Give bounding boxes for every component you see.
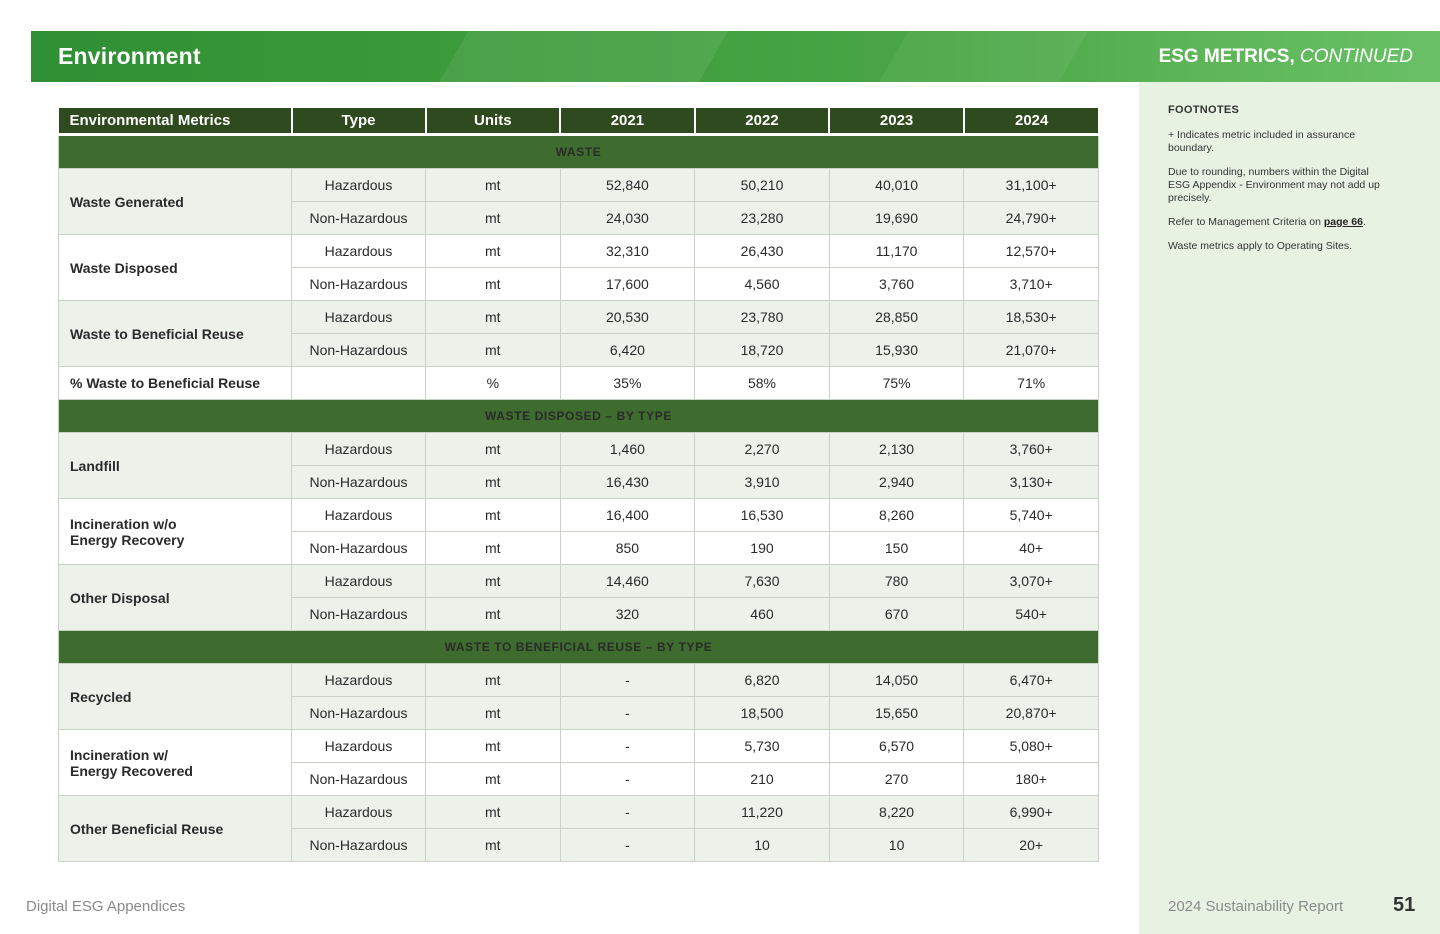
column-header: 2021 [560,108,695,135]
value-cell: 24,790+ [964,202,1099,235]
value-cell: 180+ [964,763,1099,796]
footnote-item [1168,216,1390,229]
metric-name: Recycled [59,664,292,730]
value-cell: 50,210 [695,169,830,202]
table-row [59,565,1099,598]
metric-name: % Waste to Beneficial Reuse [59,367,292,400]
value-cell: 15,650 [829,697,964,730]
section-header-row [59,400,1099,433]
value-cell: 5,080+ [964,730,1099,763]
value-cell: 23,780 [695,301,830,334]
section-label-italic: CONTINUED [1300,46,1413,67]
value-cell: 75% [829,367,964,400]
column-header: 2024 [964,108,1099,135]
value-cell: 15,930 [829,334,964,367]
value-cell: - [560,664,695,697]
type-cell: Non-Hazardous [292,532,426,565]
type-cell: Hazardous [292,565,426,598]
value-cell: 10 [829,829,964,862]
value-cell: 23,280 [695,202,830,235]
type-cell: Hazardous [292,433,426,466]
metric-name: Incineration w/ Energy Recovered [59,730,292,796]
value-cell: 21,070+ [964,334,1099,367]
units-cell: mt [426,532,561,565]
value-cell: - [560,697,695,730]
table-row [59,796,1099,829]
type-cell: Hazardous [292,499,426,532]
footer-right-text: 2024 Sustainability Report [1168,898,1344,915]
type-cell: Hazardous [292,730,426,763]
value-cell: 11,220 [695,796,830,829]
table-row [59,664,1099,697]
value-cell: 460 [695,598,830,631]
footnote-text: Refer to Management Criteria on [1168,216,1324,228]
value-cell: 2,940 [829,466,964,499]
metric-name: Waste Generated [59,169,292,235]
banner-texture [416,31,745,82]
table-row [59,499,1099,532]
value-cell: 40,010 [829,169,964,202]
value-cell: 18,500 [695,697,830,730]
units-cell: mt [426,730,561,763]
metric-name: Waste Disposed [59,235,292,301]
footnotes-title: FOOTNOTES [1168,104,1240,116]
units-cell: mt [426,466,561,499]
value-cell: 5,730 [695,730,830,763]
table-row [59,367,1099,400]
value-cell: 320 [560,598,695,631]
section-label [1159,46,1413,68]
value-cell: 7,630 [695,565,830,598]
units-cell: mt [426,268,561,301]
section-header-row [59,135,1099,169]
value-cell: 20+ [964,829,1099,862]
units-cell: mt [426,202,561,235]
page-title: Environment [58,43,201,69]
value-cell: 2,270 [695,433,830,466]
table-row [59,169,1099,202]
value-cell: 4,560 [695,268,830,301]
value-cell: 20,530 [560,301,695,334]
table-row [59,433,1099,466]
value-cell: 16,430 [560,466,695,499]
value-cell: 24,030 [560,202,695,235]
units-cell: mt [426,169,561,202]
metric-name: Landfill [59,433,292,499]
value-cell: 5,740+ [964,499,1099,532]
value-cell: 150 [829,532,964,565]
footnote-item: Due to rounding, numbers within the Digital ESG Appendix - Environment may not add up precisely. [1168,166,1380,204]
units-cell: mt [426,796,561,829]
units-cell: mt [426,499,561,532]
value-cell: - [560,796,695,829]
footer-left-text: Digital ESG Appendices [26,898,186,915]
value-cell: 3,130+ [964,466,1099,499]
type-cell: Non-Hazardous [292,466,426,499]
value-cell: 28,850 [829,301,964,334]
value-cell: 3,910 [695,466,830,499]
column-header: 2023 [829,108,964,135]
type-cell: Hazardous [292,301,426,334]
value-cell: 14,460 [560,565,695,598]
table-row [59,301,1099,334]
value-cell: 3,070+ [964,565,1099,598]
type-cell: Hazardous [292,664,426,697]
value-cell: 8,220 [829,796,964,829]
value-cell: 6,470+ [964,664,1099,697]
value-cell: 32,310 [560,235,695,268]
units-cell: mt [426,763,561,796]
value-cell: 26,430 [695,235,830,268]
value-cell: 2,130 [829,433,964,466]
units-cell: mt [426,664,561,697]
units-cell: mt [426,235,561,268]
value-cell: 58% [695,367,830,400]
value-cell: 6,420 [560,334,695,367]
value-cell: 270 [829,763,964,796]
value-cell: 3,710+ [964,268,1099,301]
type-cell: Hazardous [292,169,426,202]
value-cell: 3,760+ [964,433,1099,466]
value-cell: 31,100+ [964,169,1099,202]
value-cell: - [560,730,695,763]
value-cell: 40+ [964,532,1099,565]
value-cell: - [560,763,695,796]
value-cell: 14,050 [829,664,964,697]
value-cell: 670 [829,598,964,631]
section-title: WASTE DISPOSED – BY TYPE [59,400,1099,433]
type-cell: Non-Hazardous [292,268,426,301]
value-cell: 6,820 [695,664,830,697]
column-header: 2022 [695,108,830,135]
section-banner [31,31,1440,82]
column-header: Type [292,108,426,135]
value-cell: 19,690 [829,202,964,235]
value-cell: 35% [560,367,695,400]
footnotes [1168,104,1390,264]
value-cell: 3,760 [829,268,964,301]
units-cell: mt [426,697,561,730]
type-cell: Non-Hazardous [292,763,426,796]
units-cell: mt [426,565,561,598]
metric-name: Other Disposal [59,565,292,631]
metric-name: Waste to Beneficial Reuse [59,301,292,367]
value-cell: 16,530 [695,499,830,532]
page-number: 51 [1393,894,1416,916]
table-row [59,235,1099,268]
metric-name: Other Beneficial Reuse [59,796,292,862]
environmental-metrics-table [58,108,1099,862]
units-cell: mt [426,829,561,862]
value-cell: 18,530+ [964,301,1099,334]
units-cell: mt [426,433,561,466]
value-cell: 190 [695,532,830,565]
value-cell: 8,260 [829,499,964,532]
table-body [59,135,1099,862]
table-header-row [59,108,1099,135]
value-cell: 16,400 [560,499,695,532]
section-label-main: ESG METRICS, [1158,46,1295,67]
banner-texture [856,31,1105,82]
type-cell: Hazardous [292,235,426,268]
units-cell: mt [426,598,561,631]
value-cell: 11,170 [829,235,964,268]
metric-name: Incineration w/o Energy Recovery [59,499,292,565]
footnote-item: Waste metrics apply to Operating Sites. [1168,240,1353,252]
value-cell: 540+ [964,598,1099,631]
units-cell: % [426,367,561,400]
value-cell: 6,990+ [964,796,1099,829]
footnote-item: + Indicates metric included in assurance boundary. [1168,129,1356,154]
type-cell: Non-Hazardous [292,334,426,367]
type-cell: Non-Hazardous [292,202,426,235]
value-cell: 6,570 [829,730,964,763]
footnote-text: . [1362,216,1366,228]
section-title: WASTE TO BENEFICIAL REUSE – BY TYPE [59,631,1099,664]
value-cell: 10 [695,829,830,862]
units-cell: mt [426,334,561,367]
value-cell: 780 [829,565,964,598]
section-title: WASTE [59,135,1099,169]
column-header: Environmental Metrics [59,108,292,135]
table-row [59,730,1099,763]
value-cell: 12,570+ [964,235,1099,268]
type-cell: Hazardous [292,796,426,829]
value-cell: 20,870+ [964,697,1099,730]
value-cell: 1,460 [560,433,695,466]
type-cell: Non-Hazardous [292,598,426,631]
value-cell: - [560,829,695,862]
section-header-row [59,631,1099,664]
value-cell: 850 [560,532,695,565]
type-cell [292,367,426,400]
value-cell: 52,840 [560,169,695,202]
type-cell: Non-Hazardous [292,697,426,730]
units-cell: mt [426,301,561,334]
management-criteria-link[interactable]: page 66 [1323,216,1363,228]
value-cell: 18,720 [695,334,830,367]
value-cell: 210 [695,763,830,796]
value-cell: 71% [964,367,1099,400]
column-header: Units [426,108,561,135]
value-cell: 17,600 [560,268,695,301]
type-cell: Non-Hazardous [292,829,426,862]
